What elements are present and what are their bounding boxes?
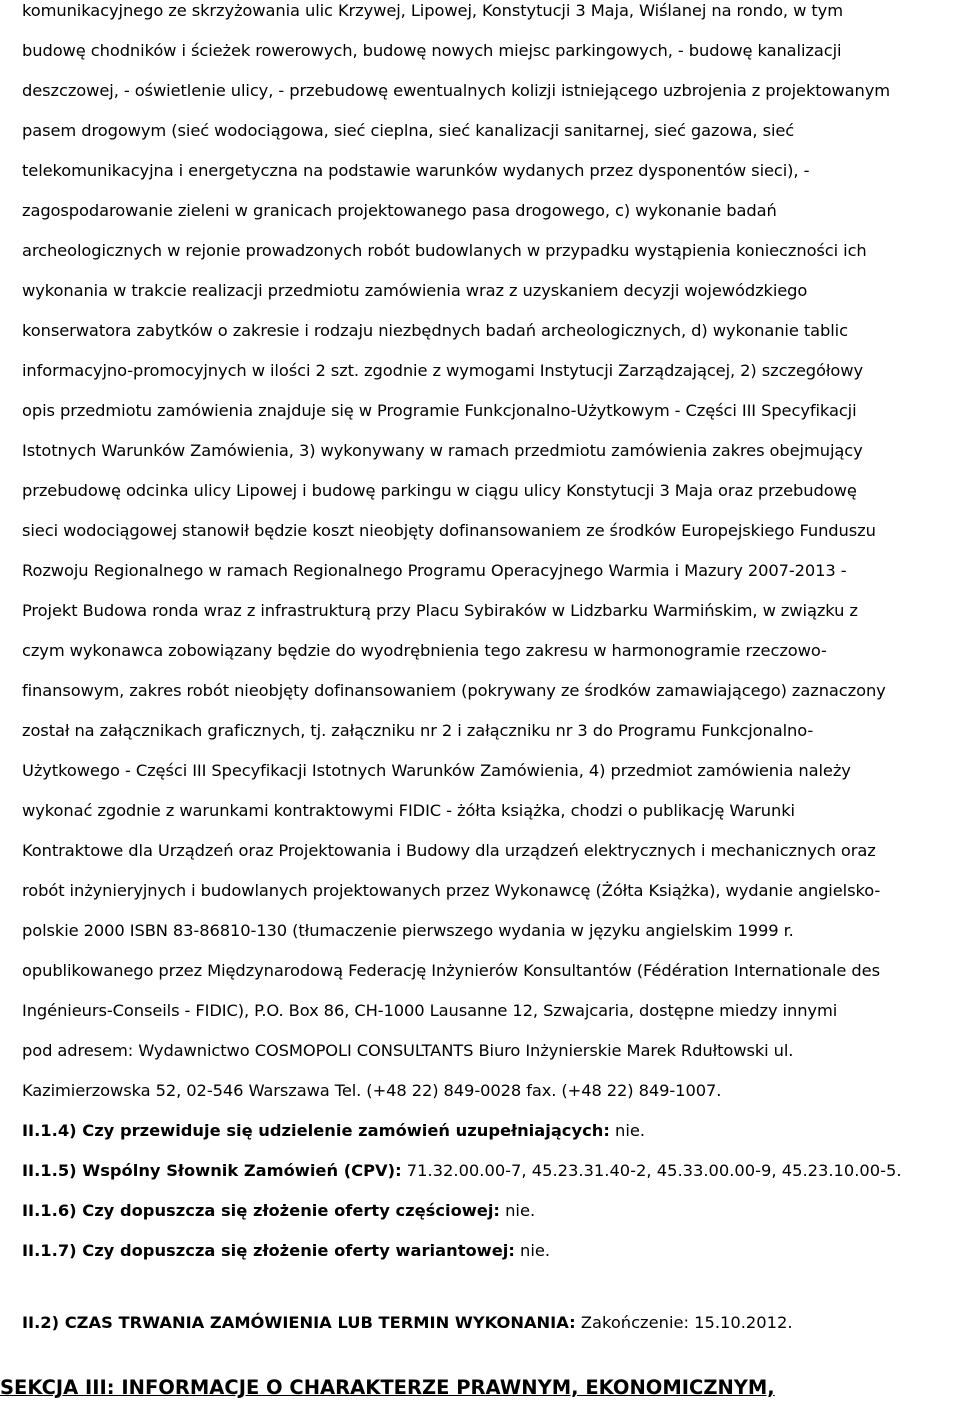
text-line: sieci wodociągowej stanowił będzie koszt nieobjęty dofinansowaniem ze środków Europejskiego Funduszu: [22, 521, 876, 540]
text-line: wykonać zgodnie z warunkami kontraktowymi FIDIC - żółta książka, chodzi o publikację Warunki: [22, 801, 795, 820]
text-line: Kontraktowe dla Urządzeń oraz Projektowania i Budowy dla urządzeń elektrycznych i mechanicznych oraz: [22, 841, 876, 860]
text-line: informacyjno-promocyjnych w ilości 2 szt. zgodnie z wymogami Instytucji Zarządzającej, 2) szczegółowy: [22, 361, 864, 380]
text-line: wykonania w trakcie realizacji przedmiotu zamówienia wraz z uzyskaniem decyzji wojewódzkiego: [22, 281, 808, 300]
text-line: robót inżynieryjnych i budowlanych projektowanych przez Wykonawcę (Żółta Książka), wydanie angielsko-: [22, 881, 881, 900]
text-line: pasem drogowym (sieć wodociągowa, sieć cieplna, sieć kanalizacji sanitarnej, sieć gazowa, sieć: [22, 121, 795, 140]
text-line: Rozwoju Regionalnego w ramach Regionalnego Programu Operacyjnego Warmia i Mazury 2007-2013 -: [22, 561, 847, 580]
text-line: czym wykonawca zobowiązany będzie do wyodrębnienia tego zakresu w harmonogramie rzeczowo-: [22, 641, 827, 660]
item-label: II.2) CZAS TRWANIA ZAMÓWIENIA LUB TERMIN WYKONANIA:: [22, 1313, 576, 1332]
text-line: Kazimierzowska 52, 02-546 Warszawa Tel. (+48 22) 849-0028 fax. (+48 22) 849-1007.: [22, 1081, 722, 1100]
text-line: budowę chodników i ścieżek rowerowych, budowę nowych miejsc parkingowych, - budowę kanalizacji: [22, 41, 842, 60]
text-line: Istotnych Warunków Zamówienia, 3) wykonywany w ramach przedmiotu zamówienia zakres obejmujący: [22, 441, 863, 460]
body-paragraph: [22, 0, 960, 1111]
section-heading: SEKCJA III: INFORMACJE O CHARAKTERZE PRAWNYM, EKONOMICZNYM,: [0, 1376, 775, 1399]
procurement-items: [22, 1111, 960, 1343]
text-line: zagospodarowanie zieleni w granicach projektowanego pasa drogowego, c) wykonanie badań: [22, 201, 777, 220]
item-supplementary-orders: [22, 1111, 960, 1151]
item-cpv: [22, 1151, 960, 1191]
text-line: polskie 2000 ISBN 83-86810-130 (tłumaczenie pierwszego wydania w języku angielskim 1999 r.: [22, 921, 794, 940]
text-line: komunikacyjnego ze skrzyżowania ulic Krzywej, Lipowej, Konstytucji 3 Maja, Wiślanej na rondo, w tym: [22, 1, 843, 20]
text-line: konserwatora zabytków o zakresie i rodzaju niezbędnych badań archeologicznych, d) wykonanie tablic: [22, 321, 848, 340]
item-duration: [22, 1303, 960, 1343]
item-value: 71.32.00.00-7, 45.23.31.40-2, 45.33.00.00-9, 45.23.10.00-5.: [401, 1161, 902, 1180]
item-label: II.1.4) Czy przewiduje się udzielenie zamówień uzupełniających:: [22, 1121, 610, 1140]
text-line: został na załącznikach graficznych, tj. załączniku nr 2 i załączniku nr 3 do Programu Funkcjonalno-: [22, 721, 814, 740]
item-value: Zakończenie: 15.10.2012.: [575, 1313, 793, 1332]
text-line: opublikowanego przez Międzynarodową Federację Inżynierów Konsultantów (Fédération Internationale des: [22, 961, 880, 980]
text-line: finansowym, zakres robót nieobjęty dofinansowaniem (pokrywany ze środków zamawiającego) zaznaczony: [22, 681, 886, 700]
text-line: pod adresem: Wydawnictwo COSMOPOLI CONSULTANTS Biuro Inżynierskie Marek Rdułtowski ul.: [22, 1041, 794, 1060]
text-line: Projekt Budowa ronda wraz z infrastrukturą przy Placu Sybiraków w Lidzbarku Warmińskim, w związku z: [22, 601, 858, 620]
item-label: II.1.6) Czy dopuszcza się złożenie oferty częściowej:: [22, 1201, 500, 1220]
text-line: przebudowę odcinka ulicy Lipowej i budowę parkingu w ciągu ulicy Konstytucji 3 Maja oraz przebudowę: [22, 481, 857, 500]
item-value: nie.: [609, 1121, 646, 1140]
text-line: Ingénieurs-Conseils - FIDIC), P.O. Box 86, CH-1000 Lausanne 12, Szwajcaria, dostępne miedzy innymi: [22, 1001, 838, 1020]
item-value: nie.: [499, 1201, 536, 1220]
text-line: Użytkowego - Części III Specyfikacji Istotnych Warunków Zamówienia, 4) przedmiot zamówienia należy: [22, 761, 851, 780]
item-value: nie.: [514, 1241, 551, 1260]
document-page: [22, 0, 960, 1343]
item-label: II.1.7) Czy dopuszcza się złożenie oferty wariantowej:: [22, 1241, 515, 1260]
text-line: opis przedmiotu zamówienia znajduje się w Programie Funkcjonalno-Użytkowym - Części III Specyfikacji: [22, 401, 857, 420]
text-line: telekomunikacyjna i energetyczna na podstawie warunków wydanych przez dysponentów sieci), -: [22, 161, 810, 180]
item-partial-offer: [22, 1191, 960, 1231]
text-line: deszczowej, - oświetlenie ulicy, - przebudowę ewentualnych kolizji istniejącego uzbrojenia z projektowanym: [22, 81, 891, 100]
text-line: archeologicznych w rejonie prowadzonych robót budowlanych w przypadku wystąpienia konieczności ich: [22, 241, 867, 260]
item-label: II.1.5) Wspólny Słownik Zamówień (CPV):: [22, 1161, 402, 1180]
spacer: [22, 1271, 960, 1303]
item-variant-offer: [22, 1231, 960, 1271]
